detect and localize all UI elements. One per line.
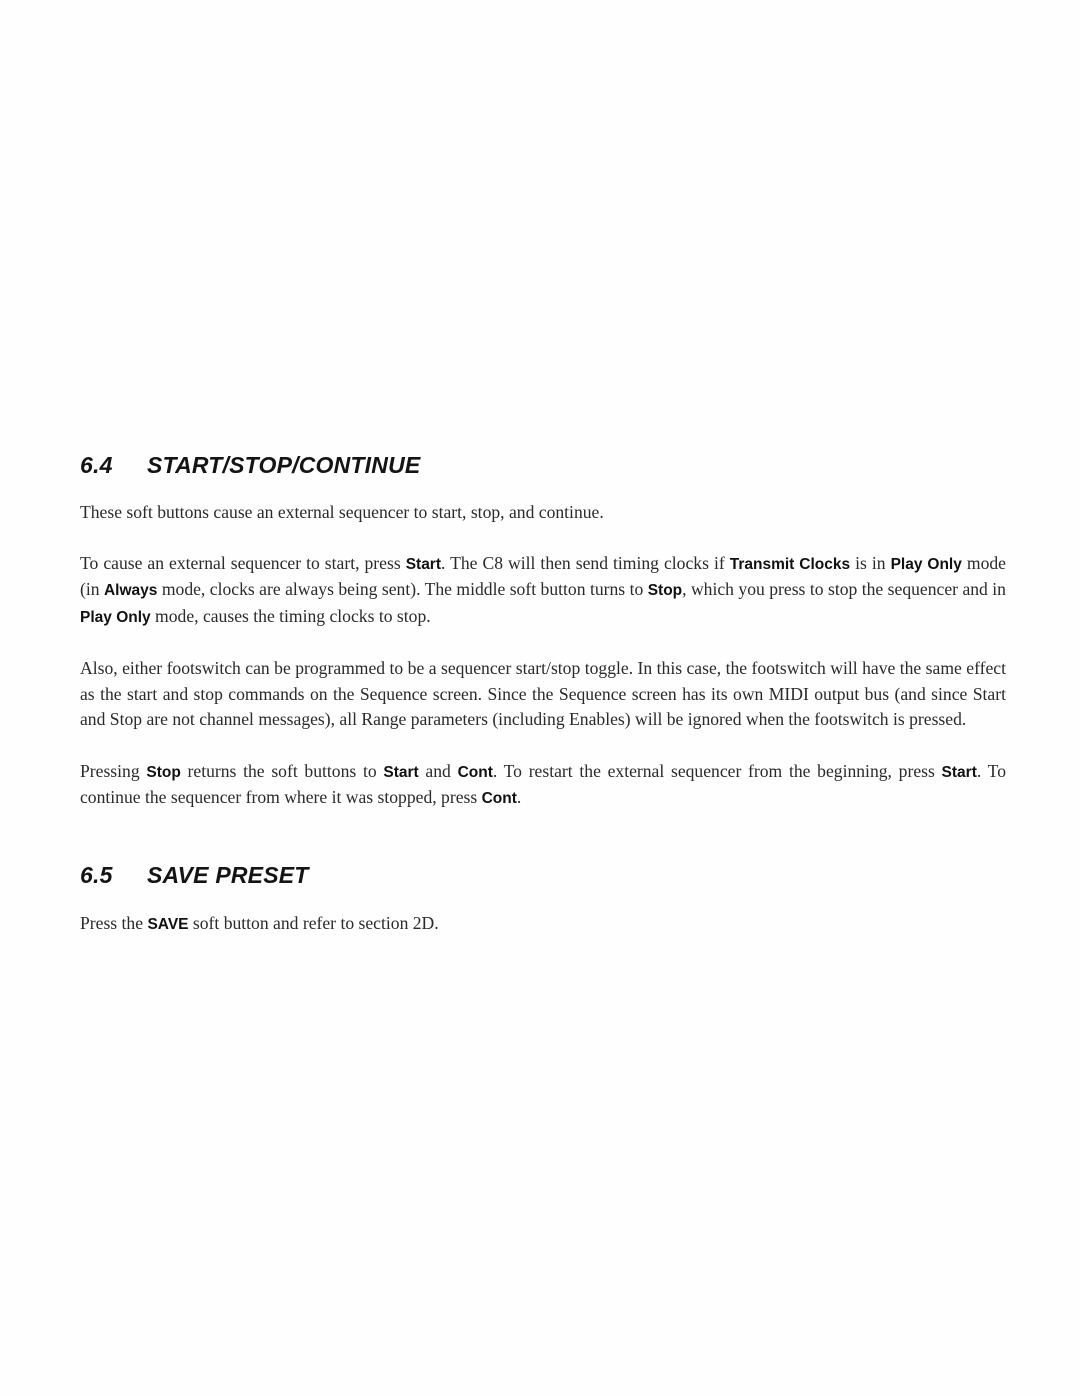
keyword-save: SAVE (147, 916, 189, 933)
keyword-play-only: Play Only (80, 608, 151, 626)
keyword-start: Start (941, 763, 977, 781)
text-run: . To continue the sequencer from where it was stopped, press (80, 760, 1006, 807)
keyword-cont: Cont (457, 763, 493, 781)
section-6-5 (80, 862, 1006, 938)
text-run: returns the soft buttons to (180, 760, 384, 781)
text-run: . (516, 787, 522, 807)
text-run: mode, clocks are always being sent). The middle soft button turns to (157, 579, 648, 599)
keyword-always: Always (103, 582, 158, 599)
paragraph-intro: These soft buttons cause an external sequencer to start, stop, and continue. (80, 502, 604, 522)
keyword-stop: Stop (146, 763, 181, 781)
text-run: . To restart the external sequencer from the beginning, press (492, 760, 942, 781)
keyword-cont: Cont (481, 790, 517, 807)
keyword-start: Start (383, 763, 419, 781)
text-run: mode (in (80, 552, 1006, 599)
section-heading (80, 862, 1006, 889)
section-number: 6.5 (80, 862, 113, 888)
keyword-play-only: Play Only (890, 555, 962, 573)
paragraph-start (80, 551, 1006, 631)
text-run: mode, causes the timing clocks to stop. (150, 605, 431, 626)
keyword-start: Start (405, 555, 442, 573)
text-run: . The C8 will then send timing clocks if (441, 552, 730, 573)
text-run: Press the (80, 913, 148, 933)
paragraph-footswitch: Also, either footswitch can be programmed to be a sequencer start/stop toggle. In this case, the footswitch will have the same effect as the start and stop commands on the Sequence screen. Since the Sequence screen has its own MIDI output bus (and since Start and Stop are not channel messages), all Range parameters (including Enables) will be ignored when the footswitch is pressed. (80, 658, 1006, 729)
text-run: and (418, 760, 458, 781)
text-run: To cause an external sequencer to start, press (80, 552, 406, 573)
section-title: SAVE PRESET (147, 862, 309, 888)
section-title: START/STOP/CONTINUE (147, 452, 421, 478)
section-heading (80, 452, 1006, 479)
section-6-4 (80, 452, 1006, 812)
text-run: Pressing (80, 760, 147, 781)
text-run: soft button and refer to section 2D. (188, 913, 439, 933)
text-run: is in (850, 552, 891, 573)
paragraph-save (80, 911, 1006, 938)
keyword-stop: Stop (647, 582, 683, 599)
paragraph-pressing-stop (80, 759, 1006, 812)
keyword-transmit-clocks: Transmit Clocks (729, 555, 851, 573)
section-number: 6.4 (80, 452, 113, 478)
text-run: , which you press to stop the sequencer and in (682, 579, 1006, 599)
